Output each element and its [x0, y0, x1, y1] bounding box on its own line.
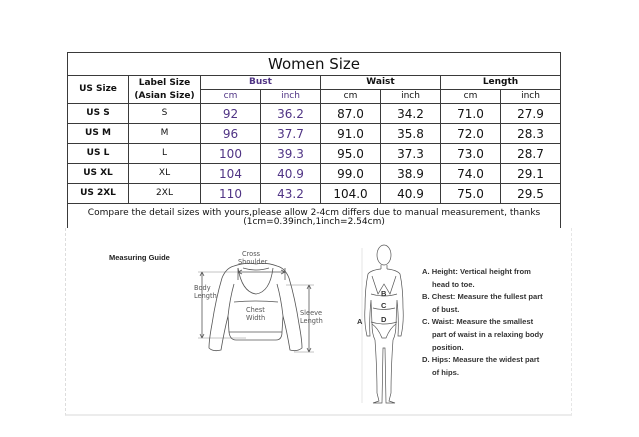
table-row — [68, 144, 561, 164]
cell-bust-inch: 39.3 — [261, 144, 321, 164]
footer-note-line2: (1cm=0.39inch,1inch=2.54cm) — [243, 216, 385, 227]
marker-a: A — [357, 317, 363, 326]
marker-c: C — [381, 301, 387, 310]
header-label-size-line2: (Asian Size) — [134, 90, 195, 101]
measurement-legend — [422, 266, 612, 379]
cell-us-size: US L — [68, 144, 129, 164]
cell-bust-cm: 104 — [201, 164, 261, 184]
cell-us-size: US 2XL — [68, 184, 129, 204]
footer-note-line1: Compare the detail sizes with yours,please allow 2-4cm differs due to manual measurement, thanks — [87, 207, 541, 218]
header-bust-inch: inch — [261, 90, 321, 104]
legend-height-line2: head to toe. — [432, 279, 475, 289]
cell-us-size: US S — [68, 104, 129, 124]
measuring-guide-title: Measuring Guide — [109, 253, 170, 262]
cell-waist-cm: 104.0 — [321, 184, 381, 204]
cell-bust-cm: 92 — [201, 104, 261, 124]
sleeve-length-label: Sleeve — [300, 309, 323, 317]
cell-length-cm: 72.0 — [441, 124, 501, 144]
cell-length-inch: 29.5 — [501, 184, 561, 204]
cell-length-inch: 29.1 — [501, 164, 561, 184]
header-us-size: US Size — [68, 76, 129, 104]
women-size-table — [67, 52, 561, 232]
measuring-guide-panel — [65, 228, 572, 416]
cell-waist-inch: 35.8 — [381, 124, 441, 144]
header-length-cm: cm — [441, 90, 501, 104]
cell-label-size: L — [129, 144, 201, 164]
cell-bust-inch: 43.2 — [261, 184, 321, 204]
legend-item-hips — [422, 354, 612, 379]
table-row — [68, 164, 561, 184]
body-length-label-2: Length — [194, 292, 217, 300]
legend-height-line1: A. Height: Vertical height from — [422, 267, 531, 276]
table-row — [68, 104, 561, 124]
chest-width-label-2: Width — [246, 314, 266, 322]
header-length-inch: inch — [501, 90, 561, 104]
cell-us-size: US XL — [68, 164, 129, 184]
header-length: Length — [441, 76, 561, 90]
cross-shoulder-label: Cross — [242, 250, 261, 258]
cell-waist-inch: 38.9 — [381, 164, 441, 184]
marker-d: D — [381, 315, 387, 324]
header-waist-inch: inch — [381, 90, 441, 104]
cell-waist-cm: 91.0 — [321, 124, 381, 144]
legend-hips-line2: of hips. — [432, 367, 459, 377]
cell-bust-inch: 40.9 — [261, 164, 321, 184]
cell-length-inch: 27.9 — [501, 104, 561, 124]
cell-waist-inch: 34.2 — [381, 104, 441, 124]
sleeve-length-label-2: Length — [300, 317, 323, 325]
legend-waist-line3: position. — [432, 342, 464, 352]
cell-length-cm: 75.0 — [441, 184, 501, 204]
header-label-size — [129, 76, 201, 104]
cell-waist-inch: 40.9 — [381, 184, 441, 204]
header-bust-cm: cm — [201, 90, 261, 104]
cross-shoulder-label-2: Shoulder — [238, 258, 268, 266]
cell-label-size: M — [129, 124, 201, 144]
marker-b: B — [381, 289, 387, 298]
body-figure-diagram — [362, 245, 403, 403]
table-row — [68, 124, 561, 144]
chest-width-label: Chest — [246, 306, 265, 314]
cell-label-size: S — [129, 104, 201, 124]
cell-bust-inch: 36.2 — [261, 104, 321, 124]
cell-bust-cm: 110 — [201, 184, 261, 204]
cell-length-cm: 73.0 — [441, 144, 501, 164]
table-row — [68, 184, 561, 204]
cell-label-size: XL — [129, 164, 201, 184]
legend-waist-line1: C. Waist: Measure the smallest — [422, 317, 534, 327]
cell-bust-cm: 100 — [201, 144, 261, 164]
legend-waist-line2: part of waist in a relaxing body — [432, 329, 544, 339]
table-title: Women Size — [68, 53, 561, 76]
cell-bust-cm: 96 — [201, 124, 261, 144]
legend-chest-line2: of bust. — [432, 304, 460, 314]
cell-bust-inch: 37.7 — [261, 124, 321, 144]
header-waist: Waist — [321, 76, 441, 90]
legend-item-height — [422, 266, 612, 291]
cell-waist-cm: 95.0 — [321, 144, 381, 164]
body-length-label: Body — [194, 284, 211, 292]
cell-length-inch: 28.3 — [501, 124, 561, 144]
header-waist-cm: cm — [321, 90, 381, 104]
cell-us-size: US M — [68, 124, 129, 144]
cell-waist-inch: 37.3 — [381, 144, 441, 164]
cell-length-cm: 71.0 — [441, 104, 501, 124]
cell-waist-cm: 99.0 — [321, 164, 381, 184]
header-bust: Bust — [201, 76, 321, 90]
cell-label-size: 2XL — [129, 184, 201, 204]
cell-length-inch: 28.7 — [501, 144, 561, 164]
cell-length-cm: 74.0 — [441, 164, 501, 184]
legend-item-waist — [422, 316, 612, 354]
legend-chest-line1: B. Chest: Measure the fullest part — [422, 292, 543, 302]
legend-item-chest — [422, 291, 612, 316]
legend-hips-line1: D. Hips: Measure the widest part — [422, 355, 540, 365]
header-label-size-line1: Label Size — [138, 77, 191, 88]
cell-waist-cm: 87.0 — [321, 104, 381, 124]
